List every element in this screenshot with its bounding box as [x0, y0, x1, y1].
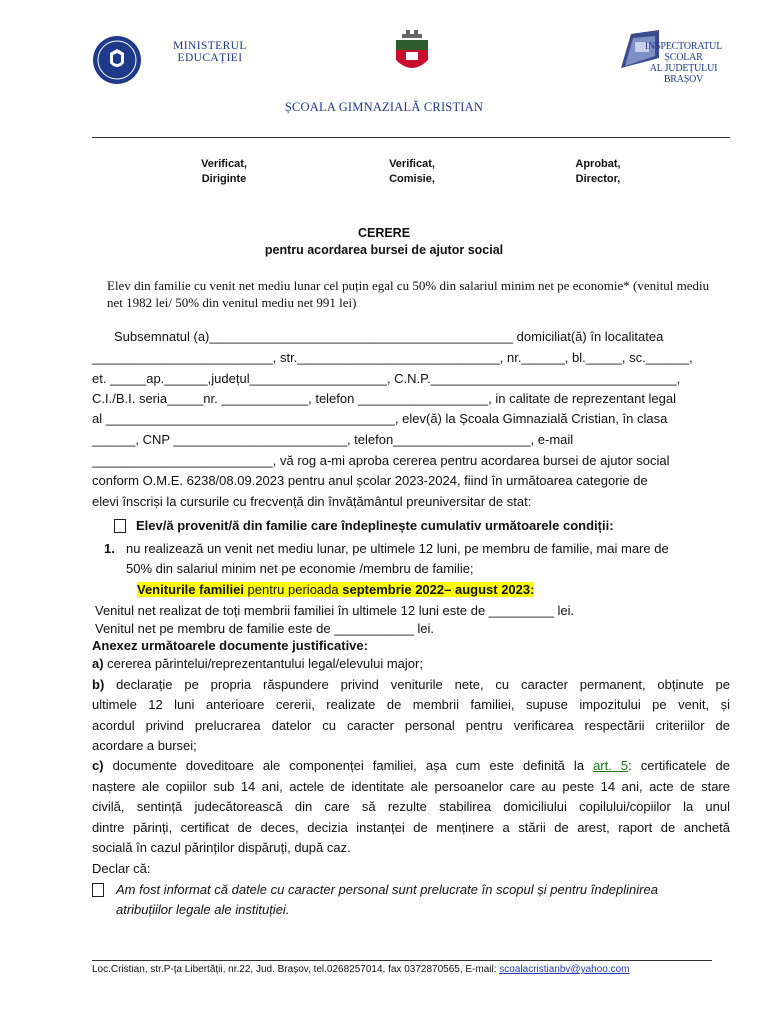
income-period [137, 582, 534, 597]
annex-b-line-4: acordare a bursei; [92, 738, 197, 753]
condition-checkbox[interactable] [114, 519, 126, 533]
annex-c-line-5: socială în cazul părinților dispăruți, după caz. [92, 840, 351, 855]
annex-c-line-4: dintre părinți, certificat de deces, decizia instanței de menținere a stării de arest, raport de anchetă [92, 820, 730, 835]
annex-a [92, 656, 423, 671]
condition-number: 1. [104, 541, 115, 556]
annex-b-letter: b) [92, 677, 105, 692]
annex-a-letter: a) [92, 656, 104, 671]
form-line-2: _________________________, str.____________________________, nr.______, bl._____, sc.______, [92, 350, 693, 365]
footer-divider [92, 960, 712, 961]
declare-label: Declar că: [92, 861, 151, 876]
income-total: Venitul net realizat de toți membrii familiei în ultimele 12 luni este de _________ lei. [95, 603, 575, 618]
government-of-romania-logo [92, 35, 142, 85]
consent-checkbox[interactable] [92, 883, 104, 897]
condition-1-line-1: nu realizează un venit net mediu lunar, pe ultimele 12 luni, pe membru de familie, mai mare de [126, 541, 669, 556]
coat-of-arms-icon [392, 30, 432, 76]
annex-b-text: declarație pe propria răspundere privind veniturile nete, cu caracter permanent, obținute pe [104, 677, 730, 692]
condition-heading: Elev/ă provenit/ă din familie care îndeplinește cumulativ următoarele condiții: [136, 518, 614, 533]
annex-b-line-3: acordul privind prelucrarea datelor cu caracter personal pentru verificarea respectării criteriilor de [92, 718, 730, 733]
footer-address-text: Loc.Cristian, str.P-ța Libertății, nr.22, Jud. Brașov, tel.0268257014, fax 0372870565, E-mail: [92, 964, 500, 975]
footer-email-link[interactable]: scoalacristianbv@yahoo.com [499, 964, 630, 975]
income-period-mid: pentru perioada [243, 582, 343, 597]
signature-diriginte: Verificat, Diriginte [201, 158, 247, 185]
form-line-9: elevi înscriși la cursurile cu frecvență din învățământul preuniversitar de stat: [92, 494, 532, 509]
art-5-link[interactable]: art. 5 [593, 758, 629, 773]
annex-b-line-1 [92, 677, 730, 692]
annex-c-text-pre: documente doveditoare ale componenței familiei, așa cum este definită la [103, 758, 594, 773]
signature-director: Aprobat, Director, [575, 158, 621, 185]
school-name: ȘCOALA GIMNAZIALĂ CRISTIAN [284, 100, 484, 114]
form-line-4: C.I./B.I. seria_____nr. ____________, telefon __________________, in calitate de reprezentant legal [92, 391, 677, 406]
annex-c-line-3: civilă, sentință judecătorească din care să rezulte stabilirea domiciliului copilului/copiilor la unul [92, 799, 730, 814]
annex-heading: Anexez următoarele documente justificative: [92, 638, 368, 653]
form-line-5: al ________________________________________, elev(ă) la Școala Gimnazială Cristian, în clasa [92, 411, 668, 426]
footer-address [92, 964, 732, 975]
form-line-1: Subsemnatul (a)__________________________________________ domiciliat(ă) în localitatea [114, 329, 664, 344]
form-line-3: et. _____ap.______,județul___________________, C.N.P.__________________________________, [92, 371, 681, 386]
form-line-7: _________________________, vă rog a-mi aproba cererea pentru acordarea bursei de ajutor social [92, 453, 670, 468]
signature-comisie: Verificat, Comisie, [389, 158, 435, 185]
form-line-6: ______, CNP ________________________, telefon___________________, e-mail [92, 432, 574, 447]
annex-a-text: cererea părintelui/reprezentantului legal/elevului major; [103, 656, 423, 671]
document-title: CERERE pentru acordarea bursei de ajutor social [264, 226, 504, 257]
consent-line-2: atribuțiilor legale ale instituției. [116, 902, 290, 917]
annex-c-line-2: naștere ale copiilor sub 14 ani, actele de identitate ale persoanelor care au peste 14 ani, acte de stare [92, 779, 730, 794]
intro-paragraph: Elev din familie cu venit net mediu lunar cel puțin egal cu 50% din salariul minim net pe economie* (venitul mediu net 1982 lei/ 50% din venitul mediu net 991 lei) [107, 278, 710, 310]
annex-c-letter: c) [92, 758, 104, 773]
header-divider [92, 137, 730, 138]
annex-c-text-post: : certificatele de [628, 758, 730, 773]
annex-b-line-2: ultimele 12 luni anterioare cererii, realizate de membrii familiei, supuse impozitului pe venit, și [92, 697, 730, 712]
annex-c-line-1 [92, 758, 730, 773]
condition-1-line-2: 50% din salariul minim net pe economie /membru de familie; [126, 561, 474, 576]
income-period-label: Veniturile familiei [137, 582, 244, 597]
form-line-8: conform O.M.E. 6238/08.09.2023 pentru anul școlar 2023-2024, fiind în următoarea categorie de [92, 473, 648, 488]
income-period-range: septembrie 2022– august 2023: [342, 582, 535, 597]
inspectorate-title: INSPECTORATUL ȘCOLAR AL JUDEȚULUI BRAȘOV [644, 41, 723, 85]
consent-line-1: Am fost informat că datele cu caracter personal sunt prelucrate în scopul și pentru îndeplinirea [116, 882, 658, 897]
income-per-member: Venitul net pe membru de familie este de ___________ lei. [95, 621, 434, 636]
ministry-title: MINISTERUL EDUCAȚIEI [173, 40, 247, 64]
